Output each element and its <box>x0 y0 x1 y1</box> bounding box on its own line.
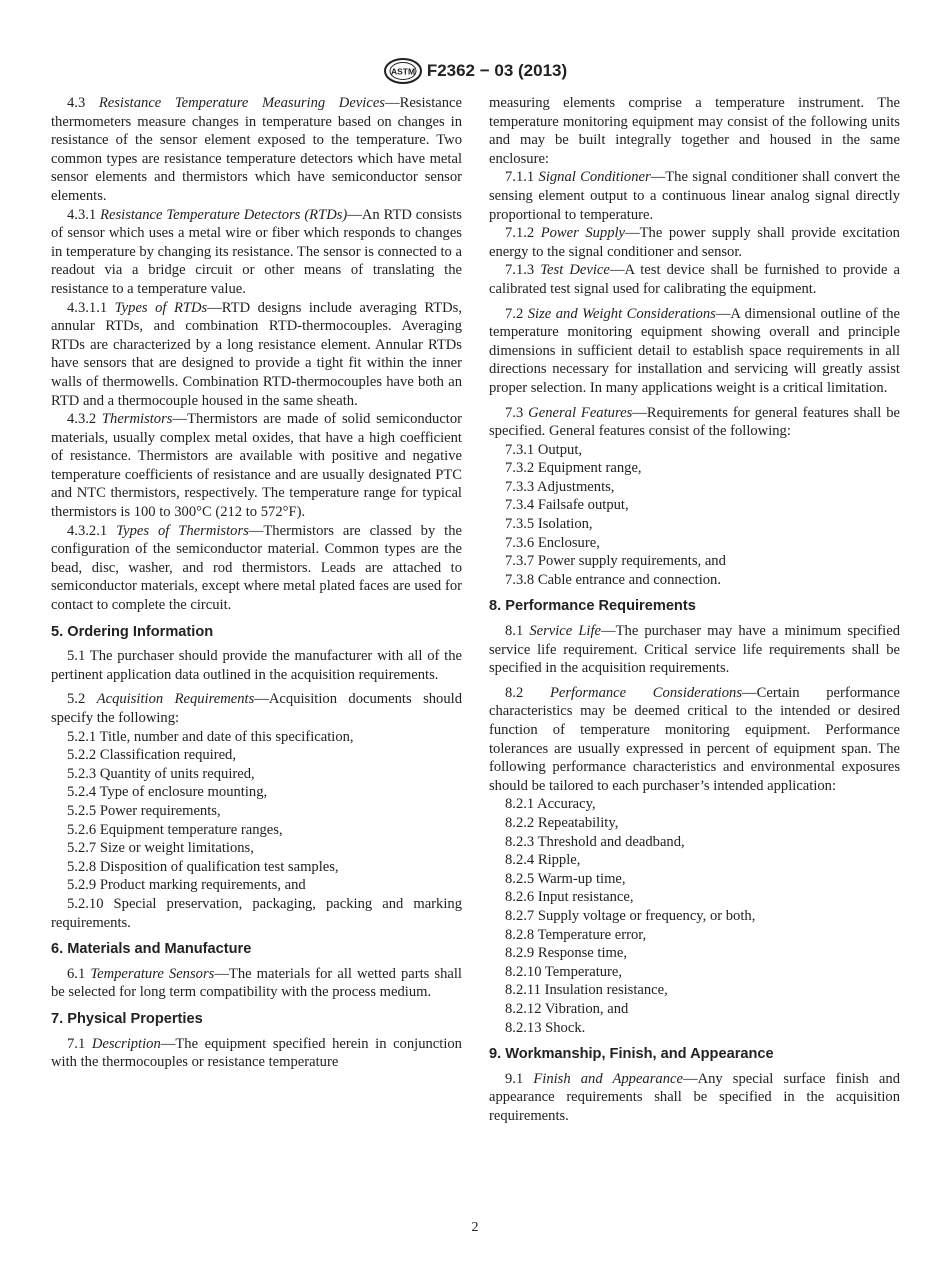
list-item: 5.2.2 Classification required, <box>67 747 237 764</box>
list-item: 8.2.3 Threshold and deadband, <box>505 833 685 850</box>
list-item: 8.2.1 Accuracy, <box>505 796 596 813</box>
list-item: 5.2.8 Disposition of qualification test samples, <box>67 858 339 875</box>
list-item: 7.3.2 Equipment range, <box>505 460 642 477</box>
list-item: 8.2.11 Insulation resistance, <box>505 982 668 999</box>
heading-7: 7. Physical Properties <box>51 1010 203 1027</box>
list-item: 7.3.4 Failsafe output, <box>505 497 629 514</box>
section-4-3: 4.3 Resistance Temperature Measuring Devices—Resistance thermometers measure changes in temperature based on changes in resistance of the sensor element exposed to the temperature. Two common types are resistance temperature detectors which have metal sensor elements and thermistors which have semiconductor sensor elements. <box>51 95 463 204</box>
section-7-2: 7.2 Size and Weight Considerations—A dimensional outline of the temperature monitoring equipment showing overall and principle dimensions in sufficient detail to establish space requirements in all directions necessary for installation and servicing will greatly assist proper selection. In many applications weight is a critical limitation. <box>489 305 900 396</box>
page-header <box>0 56 950 86</box>
list-item: 7.3.3 Adjustments, <box>505 478 615 495</box>
svg-text:ASTM: ASTM <box>390 66 415 77</box>
list-item: 5.2.10 Special preservation, packaging, packing and marking requirements. <box>51 895 462 931</box>
section-7-1-3: 7.1.3 Test Device—A test device shall be furnished to provide a calibrated test signal used for calibrating the equipment. <box>489 262 900 297</box>
list-item: 5.2.1 Title, number and date of this specification, <box>67 728 354 745</box>
list-item: 7.3.5 Isolation, <box>505 516 593 533</box>
list-item: 5.2.5 Power requirements, <box>67 802 221 819</box>
page-number: 2 <box>471 1220 479 1235</box>
section-8-2: 8.2 Performance Considerations—Certain performance characteristics may be deemed critical to the intended or desired function of temperature monitoring equipment. Performance tolerances are usually expressed in percent of equipment span. The following performance characteristics and environmental exposures should be tailored to each purchaser’s intended application: <box>489 684 900 794</box>
document-designation: F2362 − 03 (2013) <box>426 61 568 80</box>
list-item: 5.2.4 Type of enclosure mounting, <box>67 784 268 801</box>
section-6-1: 6.1 Temperature Sensors—The materials for all wetted parts shall be selected for long term compatibility with the process medium. <box>51 965 462 1001</box>
list-item: 5.2.3 Quantity of units required, <box>67 765 255 782</box>
list-item: 8.2.2 Repeatability, <box>505 814 619 831</box>
section-4-3-2-1: 4.3.2.1 Types of Thermistors—Thermistors are classed by the configuration of the semiconductor material. Common types are the bead, disc, washer, and rod thermistors. Leads are attached to semiconductor materials, except where metal plated faces are used for contact to complete the circuit. <box>51 522 462 614</box>
list-item: 8.2.6 Input resistance, <box>505 889 634 906</box>
section-7-1-continued: measuring elements comprise a temperature instrument. The temperature monitoring equipment may consist of the following units and may be built integrally together and housed in the same enclosure: <box>489 95 900 167</box>
section-4-3-2: 4.3.2 Thermistors—Thermistors are made of solid semiconductor materials, usually complex metal oxides, that have a high coefficient of resistance. Thermistors are available with positive and negative temperature coefficients of resistance and are usually designated PTC and NTC thermistors, respectively. The temperature range for typical thermistors is 100 to 300°C (212 to 572°F). <box>51 411 463 521</box>
section-7-1: 7.1 Description—The equipment specified herein in conjunction with the thermocouples or resistance temperature <box>51 1035 462 1071</box>
heading-9: 9. Workmanship, Finish, and Appearance <box>489 1046 774 1063</box>
list-item: 7.3.6 Enclosure, <box>505 534 600 551</box>
section-5-2: 5.2 Acquisition Requirements—Acquisition documents should specify the following: <box>51 691 462 726</box>
section-7-3: 7.3 General Features—Requirements for general features shall be specified. General features consist of the following: <box>489 404 900 440</box>
section-8-1: 8.1 Service Life—The purchaser may have a minimum specified service life requirement. Critical service life requirements shall be specified in the acquisition requirements. <box>489 623 900 677</box>
list-item: 8.2.4 Ripple, <box>505 852 581 869</box>
list-item: 5.2.7 Size or weight limitations, <box>67 840 254 857</box>
list-item: 7.3.8 Cable entrance and connection. <box>505 571 721 588</box>
list-item: 5.2.6 Equipment temperature ranges, <box>67 821 283 838</box>
section-5-1: 5.1 The purchaser should provide the manufacturer with all of the pertinent application data outlined in the acquisition requirements. <box>51 648 462 683</box>
list-item: 5.2.9 Product marking requirements, and <box>67 877 306 894</box>
astm-logo <box>383 57 423 85</box>
right-column <box>489 94 900 1125</box>
list-item: 8.2.9 Response time, <box>505 945 628 962</box>
heading-8: 8. Performance Requirements <box>489 598 696 615</box>
list-item: 7.3.7 Power supply requirements, and <box>505 553 726 570</box>
list-item: 7.3.1 Output, <box>505 441 583 458</box>
list-item: 8.2.8 Temperature error, <box>505 926 647 943</box>
list-item: 8.2.10 Temperature, <box>505 963 623 980</box>
section-4-3-1-1: 4.3.1.1 Types of RTDs—RTD designs include averaging RTDs, annular RTDs, and combination RTD-thermocouples. Averaging RTDs are characterized by a long resistance element. Annular RTDs have sensors that are designed to provide a tight fit within the inner walls of thermowells. Combination RTD-thermocouples have both an RTD and a thermocouple housed in the same sheath. <box>51 299 462 409</box>
list-item: 8.2.13 Shock. <box>505 1019 586 1036</box>
left-column <box>51 94 462 1072</box>
heading-5: 5. Ordering Information <box>51 623 214 640</box>
section-4-3-1: 4.3.1 Resistance Temperature Detectors (RTDs)—An RTD consists of sensor which uses a metal wire or fiber which responds to changes in temperature by changing its resistance. The sensor is connected to a readout via a bridge circuit or other means of translating the resistance to a temperature value. <box>51 206 462 297</box>
list-item: 8.2.7 Supply voltage or frequency, or both, <box>505 907 756 924</box>
list-item: 8.2.5 Warm-up time, <box>505 870 626 887</box>
heading-6: 6. Materials and Manufacture <box>51 941 252 958</box>
list-item: 8.2.12 Vibration, and <box>505 1000 629 1017</box>
section-7-1-1: 7.1.1 Signal Conditioner—The signal conditioner shall convert the sensing element output to a continuous linear analog signal directly proportional to temperature. <box>489 169 901 223</box>
section-7-1-2: 7.1.2 Power Supply—The power supply shall provide excitation energy to the signal conditioner and sensor. <box>489 225 900 260</box>
section-9-1: 9.1 Finish and Appearance—Any special surface finish and appearance requirements shall be specified in the acquisition requirements. <box>489 1070 901 1124</box>
